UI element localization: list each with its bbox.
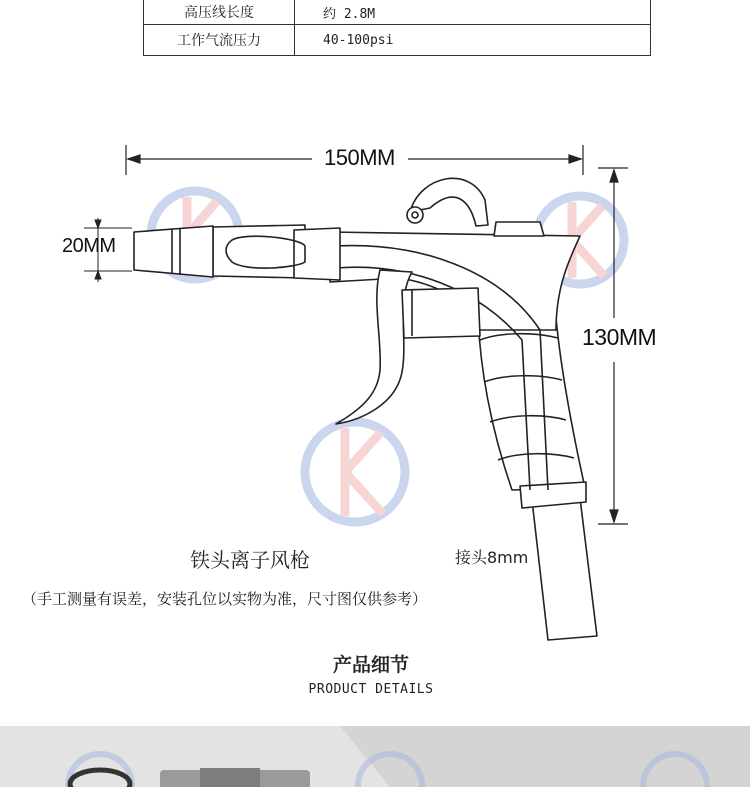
detail-photo-band — [0, 726, 750, 787]
measurement-note: （手工测量有误差，安装孔位以实物为准，尺寸图仅供参考） — [22, 590, 428, 608]
joint-label: 接头8mm — [455, 548, 529, 567]
spec-label: 工作气流压力 — [144, 25, 295, 56]
spec-label: 高压线长度 — [144, 0, 295, 25]
section-title: 产品细节 — [332, 654, 409, 676]
spec-value: 40-100psi — [295, 25, 651, 56]
height-dimension-label: 130MM — [582, 324, 657, 350]
width-dimension-label: 150MM — [318, 145, 401, 171]
nozzle-dimension-label: 20MM — [62, 235, 116, 257]
section-subtitle: PRODUCT DETAILS — [308, 682, 434, 697]
spec-value: 约 2.8M — [295, 0, 651, 25]
detail-photo-preview — [0, 726, 750, 787]
product-caption: 铁头离子风枪 — [190, 548, 310, 572]
